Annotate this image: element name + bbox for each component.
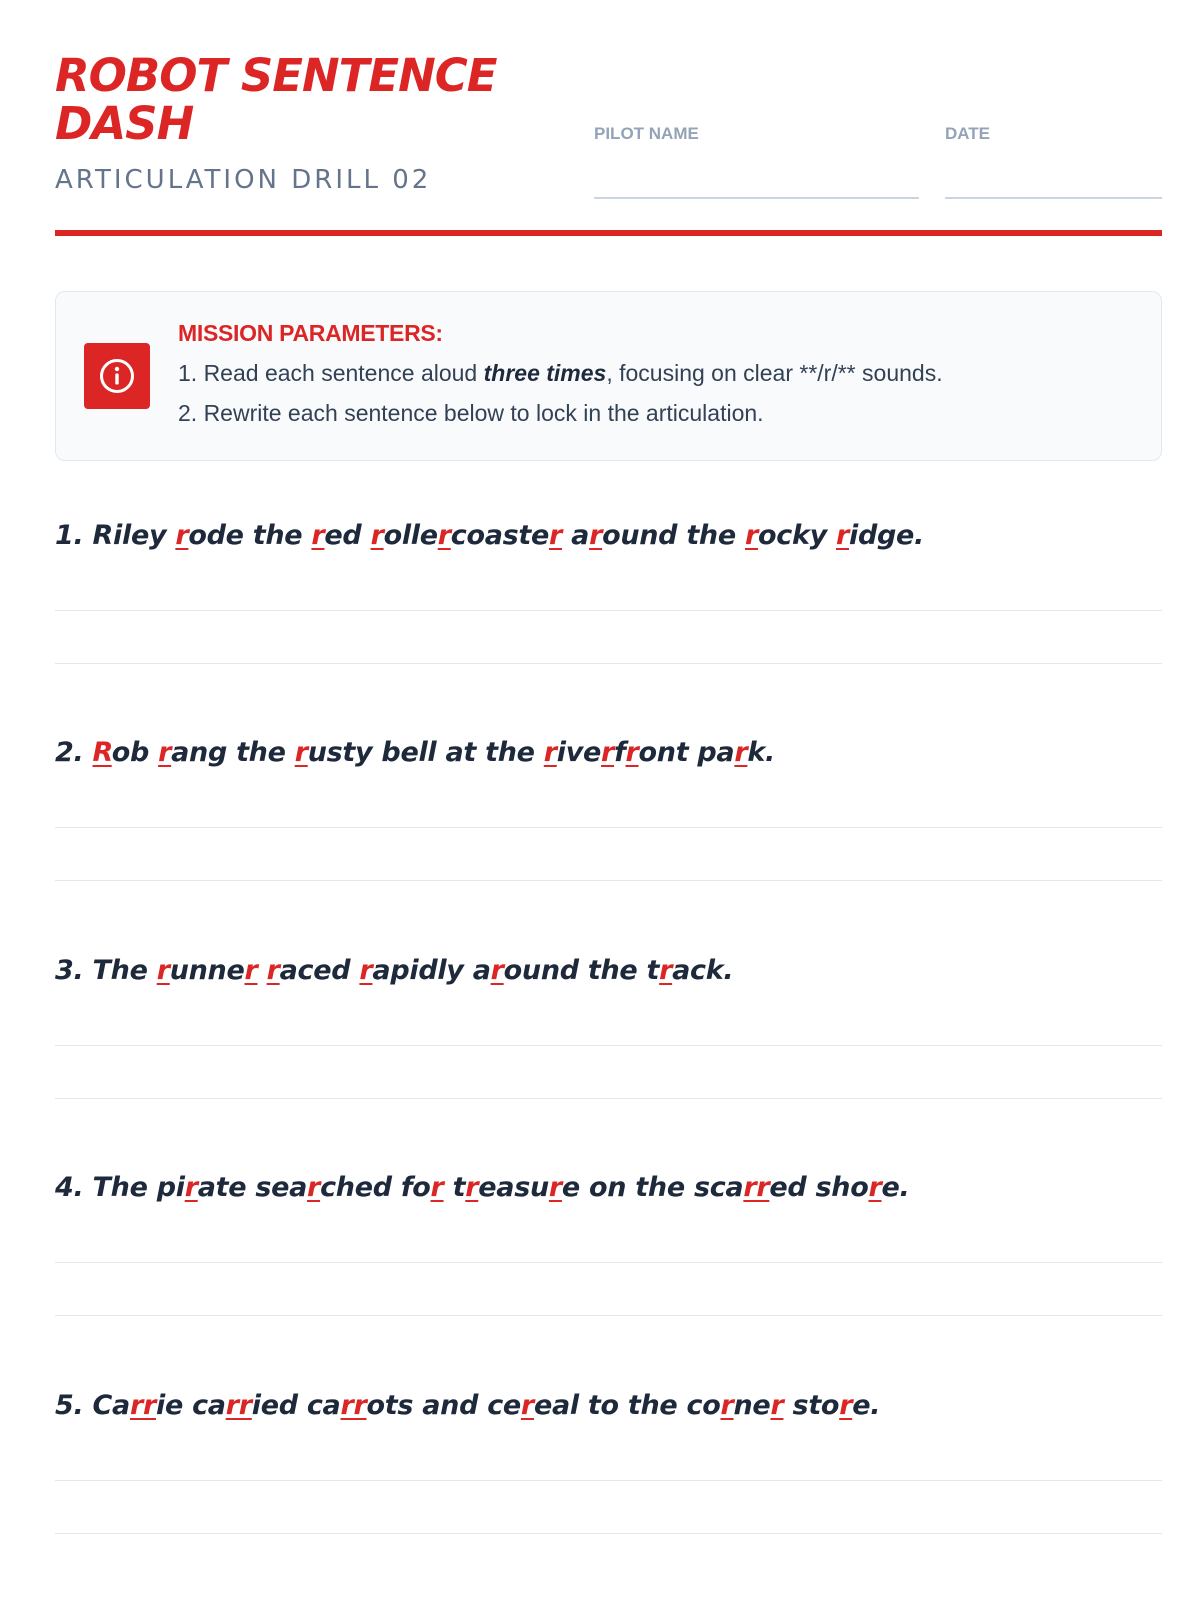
writing-line[interactable] bbox=[55, 1262, 1162, 1263]
sentence-text: ed sho bbox=[769, 1172, 869, 1203]
sentence-text: ots and ce bbox=[366, 1390, 521, 1421]
sentence-text: idge. bbox=[849, 520, 924, 551]
target-r-sound: r bbox=[266, 955, 280, 986]
target-r-sound: r bbox=[294, 737, 308, 768]
writing-line[interactable] bbox=[55, 1315, 1162, 1316]
sentence-text: k. bbox=[747, 737, 775, 768]
target-r-sound: r bbox=[744, 520, 758, 551]
sentence-text: ed bbox=[324, 520, 371, 551]
instruction-1-emphasis: three times bbox=[483, 360, 607, 386]
sentence-text: ound the t bbox=[503, 955, 660, 986]
mission-heading: MISSION PARAMETERS: bbox=[178, 320, 443, 346]
sentence-text: The pi bbox=[92, 1172, 185, 1203]
title-line-1: ROBOT SENTENCE bbox=[55, 49, 497, 102]
sentence-text: f bbox=[614, 737, 626, 768]
writing-line[interactable] bbox=[55, 663, 1162, 664]
target-r-sound: r bbox=[370, 520, 384, 551]
sentence-text: ob bbox=[111, 737, 159, 768]
page-title bbox=[55, 49, 575, 150]
mission-instruction-2: 2. Rewrite each sentence below to lock in the articulation. bbox=[178, 400, 764, 426]
sentence-text bbox=[258, 955, 267, 986]
sentence-text: ode the bbox=[188, 520, 312, 551]
sentence-text: easu bbox=[478, 1172, 549, 1203]
sentence-text: coaste bbox=[450, 520, 550, 551]
writing-line[interactable] bbox=[55, 610, 1162, 611]
target-r-sound: r bbox=[770, 1390, 784, 1421]
sentence-text: aced bbox=[279, 955, 360, 986]
title-line-2: DASH bbox=[55, 97, 194, 150]
target-r-sound: r bbox=[465, 1172, 479, 1203]
sentence-text: t bbox=[443, 1172, 466, 1203]
writing-line[interactable] bbox=[55, 880, 1162, 881]
target-r-sound: r bbox=[720, 1390, 734, 1421]
page-subtitle: ARTICULATION DRILL 02 bbox=[55, 165, 432, 195]
sentence-number: 1. bbox=[55, 520, 93, 551]
sentence-text: ack. bbox=[672, 955, 734, 986]
sentence-5 bbox=[55, 1390, 880, 1421]
sentence-text: a bbox=[562, 520, 590, 551]
sentence-text: usty bell at the bbox=[307, 737, 544, 768]
sentence-text: Ca bbox=[92, 1390, 130, 1421]
target-r-sound: r bbox=[307, 1172, 321, 1203]
sentence-text: ang the bbox=[171, 737, 295, 768]
writing-line[interactable] bbox=[55, 1480, 1162, 1481]
header-divider bbox=[55, 230, 1162, 236]
sentence-text: e on the sca bbox=[561, 1172, 744, 1203]
sentence-text: ie ca bbox=[156, 1390, 226, 1421]
target-r-sound: r bbox=[734, 737, 748, 768]
target-r-sound: r bbox=[659, 955, 673, 986]
sentence-text: unne bbox=[169, 955, 245, 986]
sentence-text: ont pa bbox=[638, 737, 735, 768]
sentence-text: Riley bbox=[92, 520, 176, 551]
sentence-text: olle bbox=[383, 520, 438, 551]
pilot-name-label: PILOT NAME bbox=[594, 124, 699, 143]
sentence-3 bbox=[55, 955, 733, 986]
target-r-sound: r bbox=[175, 520, 189, 551]
sentence-number: 4. bbox=[55, 1172, 93, 1203]
target-r-sound: r bbox=[430, 1172, 444, 1203]
info-circle-icon bbox=[84, 343, 150, 409]
sentence-text: ive bbox=[556, 737, 602, 768]
target-r-sound: rr bbox=[129, 1390, 157, 1421]
target-r-sound: r bbox=[543, 737, 557, 768]
target-r-sound: r bbox=[359, 955, 373, 986]
sentence-number: 2. bbox=[55, 737, 93, 768]
target-r-sound: r bbox=[244, 955, 258, 986]
writing-line[interactable] bbox=[55, 1045, 1162, 1046]
sentence-text: The bbox=[92, 955, 157, 986]
target-r-sound: r bbox=[184, 1172, 198, 1203]
target-r-sound: r bbox=[589, 520, 603, 551]
mission-parameters-box bbox=[55, 291, 1162, 461]
mission-instruction-1 bbox=[178, 360, 943, 387]
target-r-sound: r bbox=[520, 1390, 534, 1421]
sentence-text: eal to the co bbox=[533, 1390, 721, 1421]
date-field[interactable] bbox=[945, 197, 1162, 199]
sentence-text: ched fo bbox=[320, 1172, 431, 1203]
sentence-text: sto bbox=[783, 1390, 840, 1421]
pilot-name-field[interactable] bbox=[594, 197, 919, 199]
writing-line[interactable] bbox=[55, 1533, 1162, 1534]
target-r-sound: r bbox=[548, 1172, 562, 1203]
sentence-text: ate sea bbox=[197, 1172, 308, 1203]
target-r-sound: r bbox=[868, 1172, 882, 1203]
date-label: DATE bbox=[945, 124, 991, 143]
sentence-text: e. bbox=[881, 1172, 910, 1203]
sentence-text: ocky bbox=[757, 520, 836, 551]
target-r-sound: r bbox=[836, 520, 850, 551]
target-r-sound: rr bbox=[743, 1172, 770, 1203]
target-r-sound: R bbox=[92, 737, 112, 768]
sentence-1 bbox=[55, 520, 924, 551]
sentence-number: 5. bbox=[55, 1390, 93, 1421]
target-r-sound: r bbox=[625, 737, 639, 768]
instruction-1-suffix: , focusing on clear **/r/** sounds. bbox=[606, 360, 943, 386]
sentence-2 bbox=[55, 737, 775, 768]
writing-line[interactable] bbox=[55, 827, 1162, 828]
sentence-text: ound the bbox=[602, 520, 745, 551]
target-r-sound: rr bbox=[340, 1390, 367, 1421]
sentence-text: apidly a bbox=[372, 955, 491, 986]
sentence-text: e. bbox=[852, 1390, 881, 1421]
sentence-number: 3. bbox=[55, 955, 93, 986]
instruction-1-prefix: 1. Read each sentence aloud bbox=[178, 360, 484, 386]
target-r-sound: r bbox=[601, 737, 615, 768]
sentence-4 bbox=[55, 1172, 909, 1203]
target-r-sound: rr bbox=[225, 1390, 252, 1421]
target-r-sound: r bbox=[839, 1390, 853, 1421]
sentence-text: ied ca bbox=[251, 1390, 341, 1421]
target-r-sound: r bbox=[158, 737, 172, 768]
writing-line[interactable] bbox=[55, 1098, 1162, 1099]
target-r-sound: r bbox=[549, 520, 563, 551]
target-r-sound: r bbox=[437, 520, 451, 551]
sentence-text: ne bbox=[733, 1390, 771, 1421]
target-r-sound: r bbox=[490, 955, 504, 986]
target-r-sound: r bbox=[156, 955, 170, 986]
target-r-sound: r bbox=[311, 520, 325, 551]
